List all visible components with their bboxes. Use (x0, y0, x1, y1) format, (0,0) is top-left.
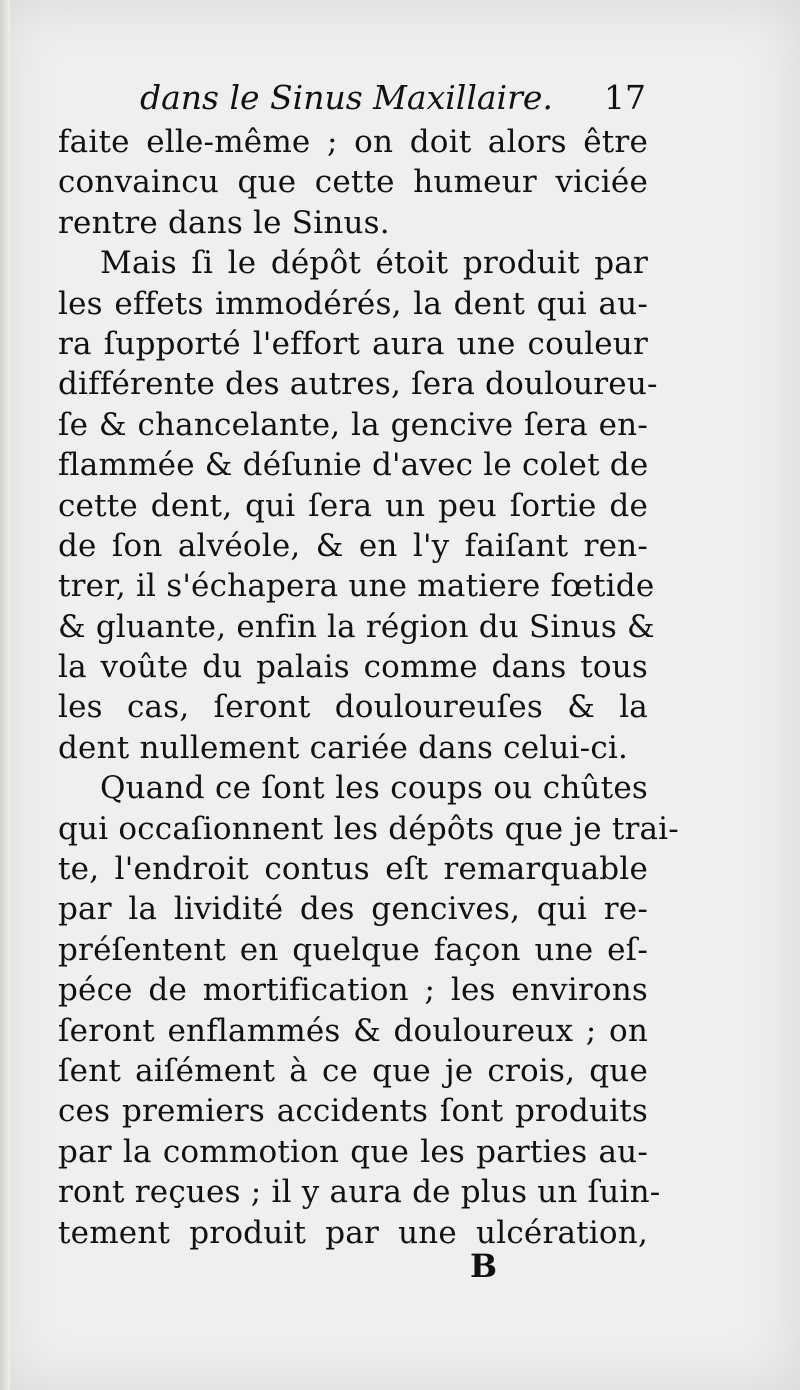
text-line: ces premiers accidents ſont produits (58, 1093, 648, 1130)
text-line: cette dent, qui ſera un peu ſortie de (58, 487, 648, 524)
signature-mark: B (470, 1247, 498, 1285)
text-line: Quand ce ſont les coups ou chûtes (100, 770, 648, 807)
text-line: rentre dans le Sinus. (58, 204, 390, 241)
text-line: ſent aiſément à ce que je crois, que (58, 1052, 648, 1089)
text-line: Mais ſi le dépôt étoit produit par (100, 245, 648, 282)
text-line: ront reçues ; il y aura de plus un ſuin- (58, 1174, 661, 1211)
text-line: qui occaſionnent les dépôts que je trai- (58, 810, 679, 847)
text-line: ſeront enflammés & douloureux ; on (58, 1012, 648, 1049)
text-line: ra ſupporté l'effort aura une couleur (58, 325, 648, 362)
text-line: les cas, ſeront douloureuſes & la (58, 689, 648, 726)
text-line: par la lividité des gencives, qui re- (58, 891, 648, 928)
text-line: ſe & chancelante, la gencive ſera en- (58, 406, 648, 443)
page-edge-shadow (0, 0, 10, 1390)
text-line: trer, il s'échapera une matiere fœtide (58, 568, 655, 605)
text-line: différente des autres, ſera douloureu- (58, 366, 658, 403)
text-line: & gluante, enfin la région du Sinus & (58, 608, 655, 645)
text-line: de ſon alvéole, & en l'y faiſant ren- (58, 527, 648, 564)
text-line: faite elle-même ; on doit alors être (58, 124, 648, 160)
text-line: préſentent en quelque façon une eſ- (58, 931, 648, 968)
text-line: flammée & déſunie d'avec le colet de (58, 447, 649, 484)
text-line: par la commotion que les parties au- (58, 1133, 648, 1170)
running-head (140, 74, 660, 122)
body-text (58, 122, 679, 1253)
text-line: te, l'endroit contus eſt remarquable (58, 851, 648, 888)
text-line: la voûte du palais comme dans tous (58, 649, 648, 686)
text-line: péce de mortification ; les environs (58, 972, 648, 1009)
text-line: les effets immodérés, la dent qui au- (58, 285, 648, 322)
text-line: convaincu que cette humeur viciée (58, 164, 648, 201)
text-line: dent nullement cariée dans celui-ci. (58, 729, 629, 766)
page-number: 17 (604, 78, 646, 117)
text-line: tement produit par une ulcération, (58, 1214, 648, 1251)
running-title: dans le Sinus Maxillaire. (140, 78, 553, 117)
